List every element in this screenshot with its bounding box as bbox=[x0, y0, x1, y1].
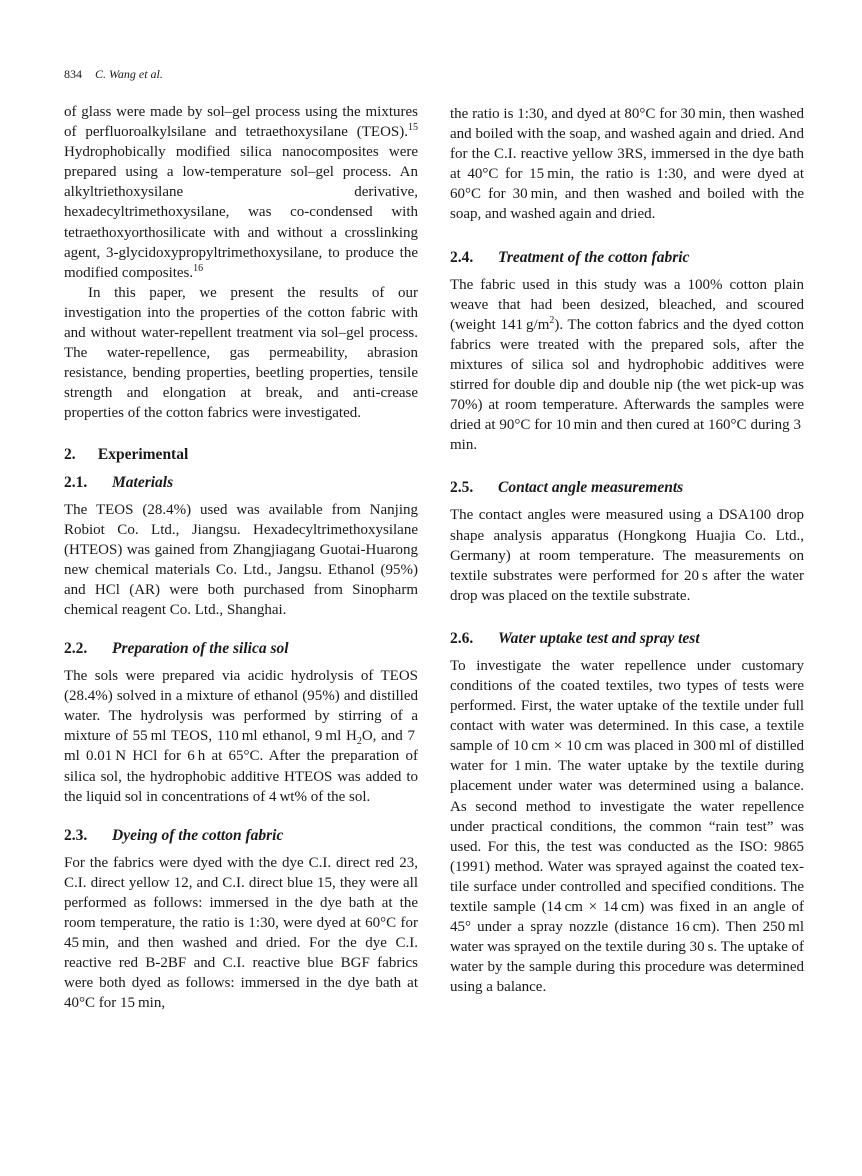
section-heading-experimental: 2. Experimental bbox=[64, 445, 189, 463]
dyeing-paragraph: For the fabrics were dyed with the dye C.I. direct red 23, C.I. direct yellow 12, and C.I. direct blue 15, they were all performed as follows: immersed in the dye bath at the room temperature, the ratio is 1:30, were dyed at 60°C for 45 min, and then washed and dried. For the dye C.I. reactive red B-2BF and C.I. reactive blue BGF fabrics were both dyed as follows: immersed in the dye bath at 40°C for 15 min, bbox=[64, 854, 418, 1012]
dyeing-continuation-paragraph: the ratio is 1:30, and dyed at 80°C for 30 min, then washed and boiled with the soap, and washed again and dried. And for the C.I. reactive yellow 3RS, immersed in the dye bath at 40°C for 15 min, the ratio is 1:30, and were dyed at 60°C for 30 min, and then washed and boiled with the soap, and washed again and dried. bbox=[450, 106, 804, 223]
subsection-heading-silica-sol: 2.2. Preparation of the silica sol bbox=[64, 640, 289, 658]
page-number: 834 bbox=[64, 67, 82, 81]
left-column bbox=[64, 102, 418, 1013]
citation-16: 16 bbox=[193, 262, 204, 274]
subsection-heading-treatment: 2.4. Treatment of the cotton fabric bbox=[450, 248, 690, 266]
intro-paragraph-2: In this paper, we present the results of our investigation into the properties of the cotton fabric with and without water-repellent treatment via sol–gel process. The water-repellence, gas permeability, abrasion resistance, bending properties, beetling properties, tensile strength and elongation at break, and anti-crease properties of the cotton fabrics were investigated. bbox=[64, 284, 418, 422]
subsection-heading-dyeing: 2.3. Dyeing of the cotton fabric bbox=[64, 826, 284, 844]
contact-angle-paragraph: The contact angles were measured using a DSA100 drop shape analysis apparatus (Hongkong Huajia Co. Ltd., Germany) at room temperature. The measurements on textile substrates were performed for 20 s after the water drop was placed on the textile substrate. bbox=[450, 507, 804, 604]
water-uptake-paragraph: To investigate the water repellence under customary conditions of the coated textiles, two types of tests were performed. First, the water uptake of the textile under full contact with water was determined. In this case, a textile sample of 10 cm × 10 cm was placed in 300 ml of distilled water for 1 min. The water uptake by the textile during placement under water was determined using a balance. As second method to investigate the water repellence under practical conditions, the common “rain test” was used. For this, the test was conducted as the ISO: 9865 (1991) method. Water was sprayed against the coated textile surface under controlled and specified conditions. The textile sample (14 cm × 14 cm) was fixed in an angle of 45° under a spray nozzle (distance 16 cm). Then 250 ml water was sprayed on the textile during 30 s. The uptake of water by the sample during this procedure was determined using a balance. bbox=[450, 657, 804, 996]
materials-paragraph: The TEOS (28.4%) used was available from Nanjing Robiot Co. Ltd., Jiangsu. Hexadecyltrimethoxysilane (HTEOS) was gained from Zhangjiagang Guotai-Huarong new chemical materials Co. Ltd., Jangsu. Ethanol (95%) and HCl (AR) were both purchased from Sinopharm chemical reagent Co. Ltd., Shanghai. bbox=[64, 501, 418, 618]
silica-sol-paragraph: The sols were prepared via acidic hydrolysis of TEOS (28.4%) solved in a mixture of ethanol (95%) and distilled water. The hydrolysis was performed by stirring of a mixture of 55 ml TEOS, 110 ml ethanol, 9 ml $H_2O$, and 7 ml 0.01 N HCl for 6 h at 65°C. After the preparation of silica sol, the hydrophobic additive HTEOS was added to the liquid sol in concentrations of 4 wt% of the sol. bbox=[64, 668, 418, 805]
citation-15: 15 bbox=[408, 122, 418, 134]
subsection-heading-materials: 2.1. Materials bbox=[64, 473, 174, 491]
intro-paragraph-1: of glass were made by sol–gel process using the mixtures of perfluoroalkylsilane and tetraethoxysilane (TEOS).$^{15}$ Hydrophobically modified silica nanocomposites were prepared using a low-temperature sol–gel process. An alkyltriethoxysilane derivative, hexadecyltrimethoxysilane, was co-condensed with tetraethoxyorthosilicate with and without a crosslinking agent, 3-glycidoxypropyltrimethoxysilane, to produce the modified composites.$^{16}$ bbox=[64, 104, 418, 281]
subsection-heading-contact-angle: 2.5. Contact angle measurements bbox=[450, 479, 684, 497]
right-column bbox=[450, 104, 804, 997]
subsection-heading-water-uptake: 2.6. Water uptake test and spray test bbox=[450, 629, 700, 647]
running-header bbox=[64, 67, 163, 82]
treatment-paragraph: The fabric used in this study was a 100% cotton plain weave that had been desized, bleached, and scoured (weight 141 $g/m^2$). The cotton fabrics and the dyed cotton fabrics were treated with the prepared sols, after the mixtures of silica sol and hydrophobic additives were stirred for double dip and double nip (the wet pick-up was 70%) at room temperature. Afterwards the samples were dried at 90°C for 10 min and then cured at 160°C during 3 min. bbox=[450, 276, 804, 454]
running-authors: C. Wang et al. bbox=[95, 67, 163, 81]
